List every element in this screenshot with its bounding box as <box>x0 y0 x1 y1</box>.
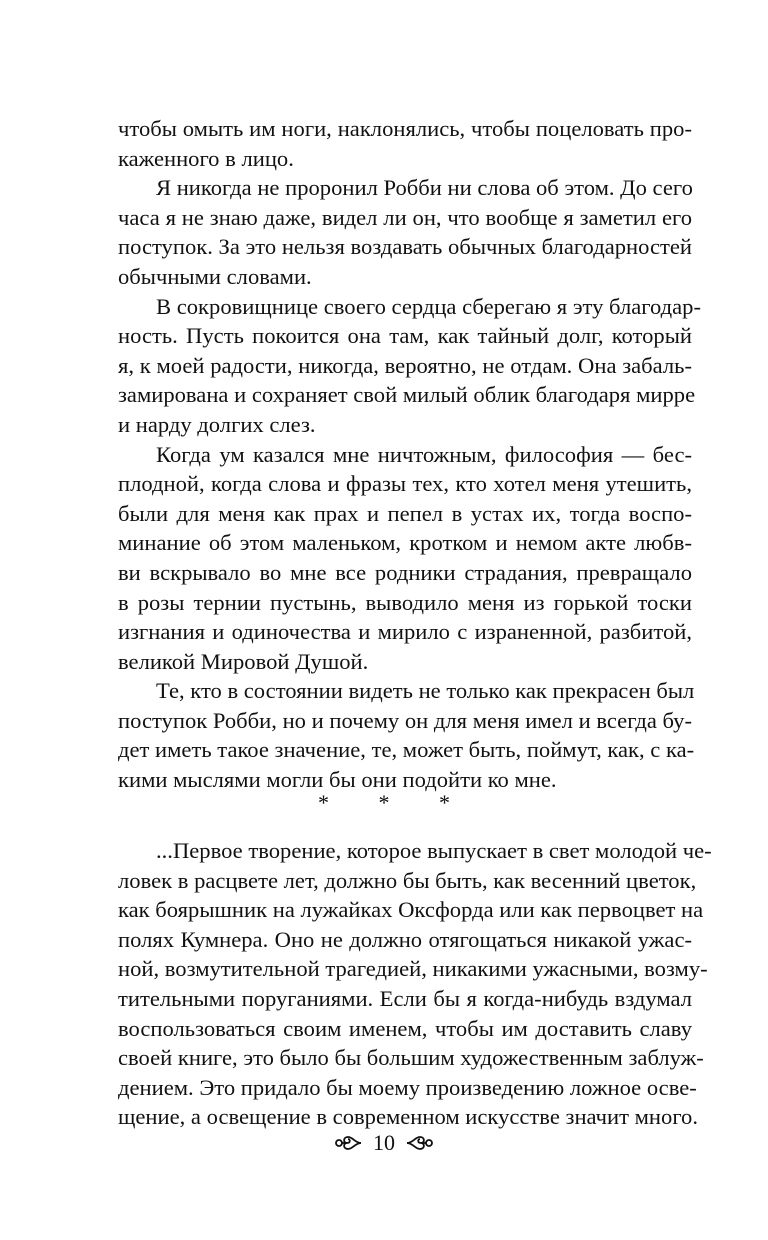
text-line: ...Первое творение, которое выпускает в свет молодой че- <box>156 838 712 863</box>
text-section-1 <box>118 114 701 795</box>
left-flourish-icon <box>333 1132 363 1154</box>
text-line: чтобы омыть им ноги, наклонялись, чтобы поцеловать про- <box>118 116 692 141</box>
text-line: ность. Пусть покоится она там, как тайный долг, который <box>118 323 692 349</box>
text-line: своей книге, это было бы большим художественным заблуж- <box>118 1045 704 1071</box>
text-line: щение, а освещение в современном искусстве значит много. <box>118 1104 698 1130</box>
text-line: поступок. За это нельзя воздавать обычных благодарностей <box>118 234 692 260</box>
text-line: и нарду долгих слез. <box>118 411 316 437</box>
page-number: 10 <box>373 1130 395 1155</box>
text-line: ловек в расцвете лет, должно бы быть, как весенний цветок, <box>118 867 697 893</box>
text-line: замирована и сохраняет свой милый облик благодаря мирре <box>118 382 696 408</box>
text-line: часа я не знаю даже, видел ли он, что вообще я заметил его <box>118 204 692 230</box>
text-line: обычными словами. <box>118 263 312 289</box>
text-line: воспользоваться своим именем, чтобы им доставить славу <box>118 1015 692 1041</box>
section-separator: * * * <box>318 790 472 815</box>
text-line: Когда ум казался мне ничтожным, философия — бес- <box>156 441 692 467</box>
text-line: тительными поруганиями. Если бы я когда-нибудь вздумал <box>118 985 692 1011</box>
text-line: ви вскрывало во мне все родники страдания, превращало <box>118 559 692 585</box>
text-line: дет иметь такое значение, те, может быть, поймут, как, с ка- <box>118 737 695 763</box>
text-section-2 <box>118 836 712 1132</box>
text-line: ной, возмутительной трагедией, никакими ужасными, возму- <box>118 956 708 982</box>
text-line: я, к моей радости, никогда, вероятно, не отдам. Она забаль- <box>118 352 692 378</box>
text-line: дением. Это придало бы моему произведению ложное осве- <box>118 1074 697 1100</box>
text-line: минание об этом маленьком, кротком и немом акте любв- <box>118 530 692 556</box>
text-line: были для меня как прах и пепел в устах их, тогда воспо- <box>118 500 692 526</box>
text-line: как боярышник на лужайках Оксфорда или как первоцвет на <box>118 897 704 923</box>
text-line: В сокровищнице своего сердца сберегаю я эту благодар- <box>156 293 701 319</box>
text-line: кими мыслями могли бы они подойти ко мне. <box>118 767 557 793</box>
page-footer <box>0 1130 768 1156</box>
text-line: плодной, когда слова и фразы тех, кто хотел меня утешить, <box>118 471 692 497</box>
text-line: поступок Робби, но и почему он для меня имел и всегда бу- <box>118 707 692 733</box>
text-line: в розы тернии пустынь, выводило меня из горькой тоски <box>118 589 692 615</box>
text-line: Те, кто в состоянии видеть не только как прекрасен был <box>156 678 695 704</box>
text-line: изгнания и одиночества и мирило с израненной, разбитой, <box>118 619 692 645</box>
text-line: великой Мировой Душой. <box>118 648 369 674</box>
text-line: Я никогда не проронил Робби ни слова об этом. До сего <box>156 175 693 201</box>
text-line: полях Кумнера. Оно не должно отягощаться никакой ужас- <box>118 926 692 952</box>
text-line: каженного в лицо. <box>118 145 294 171</box>
right-flourish-icon <box>405 1132 435 1154</box>
